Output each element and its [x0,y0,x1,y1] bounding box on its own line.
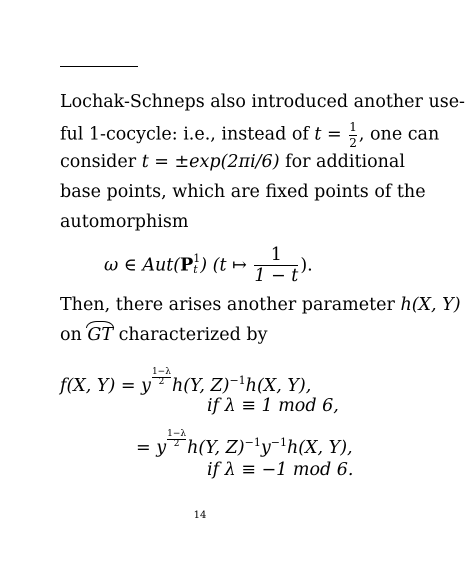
fraction-one-half: $\frac{1}{2}$ [349,120,357,150]
then-line-1: Then, there arises another parameter h(X, Y) [60,295,461,315]
parameter-h: h(X, Y) [400,295,461,315]
paragraph-line-4: base points, which are fixed points of the [60,182,426,202]
condition-1: if λ ≡ 1 mod 6, [207,396,339,416]
math-t-equals: t = [314,124,348,145]
paragraph-line-3: consider t = ±exp(2πi/6) for additional [60,152,405,172]
paragraph-line-2: ful 1-cocycle: i.e., instead of t = $\frac{1}{2}$ , one can [60,120,440,150]
projective-line-P: P [180,255,194,276]
fraction-one-over-one-minus-t: $\frac{1}{1 - t}$ [254,245,299,287]
then-line-2: on GT characterized by [60,325,268,345]
paragraph-line-5: automorphism [60,212,189,232]
equation-automorphism: ω ∈ Aut(P 1 t ) (t ↦ $\frac{1}{1 - t}$ ). [104,245,313,287]
exponent-fraction-1: $\frac{1-\lambda}{2}$ [151,367,171,387]
page-number: 14 [193,510,207,521]
condition-2: if λ ≡ −1 mod 6. [207,460,354,480]
math-t-pm-exp: t = ±exp(2πi/6) [141,152,280,172]
equation-f-line-2: = y $\frac{1-\lambda}{2}$ h(Y, $Z)^{-1}y^{-1}h(X$, Y), [136,429,353,458]
paragraph-line-1: Lochak-Schneps also introduced another use- [60,92,465,112]
gt-hat: GT [87,325,114,345]
equation-f-line-1: f(X, Y) = y $\frac{1-\lambda}{2}$ h(Y, Z)$^{-1}$h(X, Y), [60,367,312,396]
exponent-fraction-2: $\frac{1-\lambda}{2}$ [167,429,187,449]
footnote-rule [60,66,138,67]
